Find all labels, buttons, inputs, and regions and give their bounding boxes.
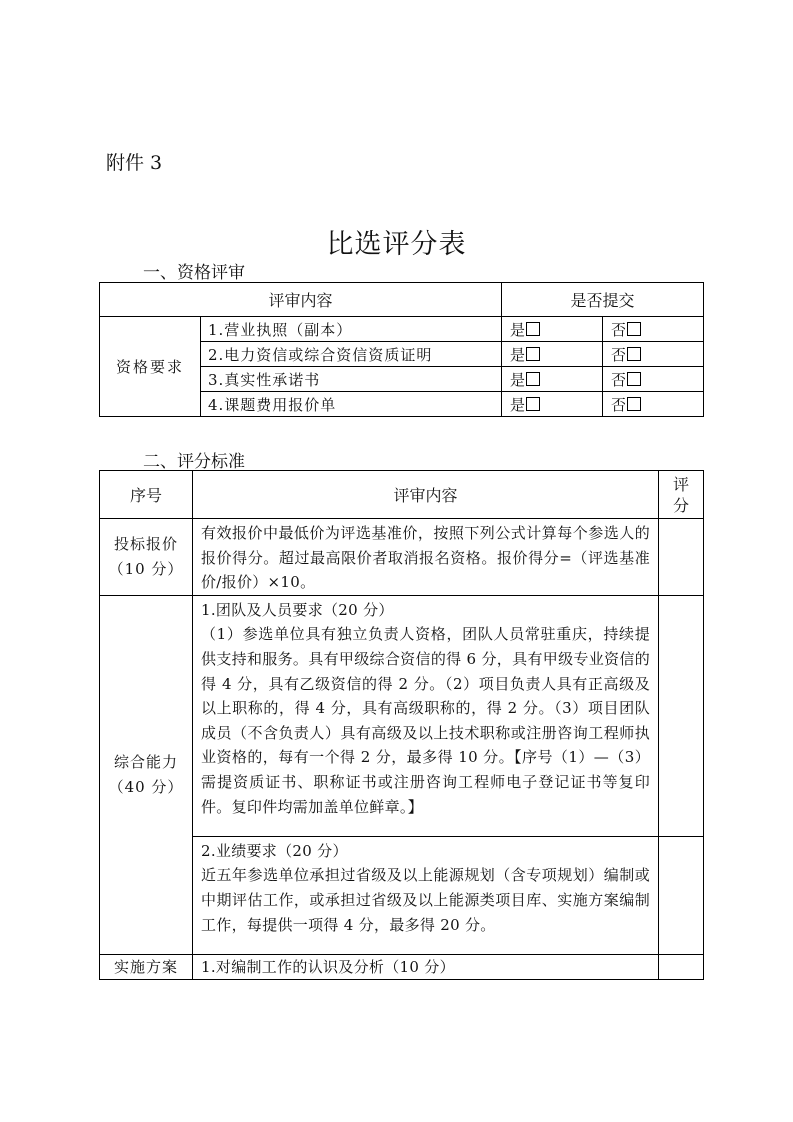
criteria-block: [193, 595, 659, 836]
score-cell[interactable]: [659, 954, 704, 980]
page-title: 比选评分表: [326, 229, 467, 260]
category-cell: [100, 519, 193, 596]
criteria-block: [193, 836, 659, 954]
table-row: [100, 317, 704, 342]
yes-option[interactable]: [502, 317, 603, 342]
table-row: [100, 954, 704, 980]
table-row: [100, 595, 704, 836]
no-label: 否: [611, 395, 627, 414]
header-review-content: 评审内容: [100, 283, 502, 317]
score-cell[interactable]: [659, 595, 704, 836]
criteria-subtitle: 2.业绩要求（20 分）: [201, 841, 348, 860]
section-qualification-heading: 一、资格评审: [143, 263, 245, 283]
checkbox-icon[interactable]: [526, 322, 540, 336]
no-option[interactable]: [603, 367, 704, 392]
checkbox-icon[interactable]: [627, 322, 641, 336]
checkbox-icon[interactable]: [627, 397, 641, 411]
score-cell[interactable]: [659, 519, 704, 596]
yes-label: 是: [510, 370, 526, 389]
header-review-content: 评审内容: [193, 471, 659, 519]
yes-option[interactable]: [502, 342, 603, 367]
qualification-table: [99, 282, 704, 417]
no-label: 否: [611, 320, 627, 339]
no-label: 否: [611, 370, 627, 389]
checkbox-icon[interactable]: [526, 397, 540, 411]
qualification-item: 2.电力资信或综合资信资质证明: [201, 342, 502, 367]
attachment-label: 附件 3: [106, 152, 163, 174]
criteria-subtitle: 1.对编制工作的认识及分析（10 分）: [193, 954, 659, 980]
yes-label: 是: [510, 320, 526, 339]
scoring-table: [99, 470, 704, 980]
category-cell: [100, 595, 193, 954]
no-option[interactable]: [603, 392, 704, 417]
qualification-item: 3.真实性承诺书: [201, 367, 502, 392]
qualification-item: 1.营业执照（副本）: [201, 317, 502, 342]
criteria-subtitle: 1.团队及人员要求（20 分）: [201, 600, 394, 619]
criteria-text: 近五年参选单位承担过省级及以上能源规划（含专项规划）编制或中期评估工作，或承担过省级及以上能源类项目库、实施方案编制工作，每提供一项得 4 分，最多得 20 分。: [201, 866, 650, 934]
criteria-text: （1）参选单位具有独立负责人资格，团队人员常驻重庆，持续提供支持和服务。具有甲级综合资信的得 6 分，具有甲级专业资信的得 4 分，具有乙级资信的得 2 分。（2）项目负责人具有正高级及以上职称的，得 4 分，具有高级职称的，得 2 分。（3）项目团队成员（不含负责人）具有高级及以上技术职称或注册咨询工程师执业资格的，每有一个得 2 分，最多得 10 分。【序号（1）—（3）需提资质证书、职称证书或注册咨询工程师电子登记证书等复印件。复印件均需加盖单位鲜章。】: [201, 625, 650, 816]
score-cell[interactable]: [659, 836, 704, 954]
header-serial-no: 序号: [100, 471, 193, 519]
no-option[interactable]: [603, 317, 704, 342]
checkbox-icon[interactable]: [526, 347, 540, 361]
table-row: [100, 519, 704, 596]
qualification-item: 4.课题费用报价单: [201, 392, 502, 417]
header-score-char2: 分: [672, 495, 689, 515]
header-submitted: 是否提交: [502, 283, 704, 317]
section-scoring-heading: 二、评分标准: [143, 452, 245, 472]
table-header-row: [100, 471, 704, 519]
checkbox-icon[interactable]: [627, 347, 641, 361]
yes-option[interactable]: [502, 367, 603, 392]
category-points: （40 分）: [108, 777, 184, 796]
qualification-group-label: 资格要求: [100, 317, 201, 417]
yes-label: 是: [510, 345, 526, 364]
no-label: 否: [611, 345, 627, 364]
criteria-text: 有效报价中最低价为评选基准价，按照下列公式计算每个参选人的报价得分。超过最高限价者取消报名资格。报价得分=（评选基准价/报价）×10。: [193, 519, 659, 596]
category-name: 综合能力: [113, 753, 178, 772]
table-header-row: [100, 283, 704, 317]
category-points: （10 分）: [108, 559, 184, 578]
category-name: 实施方案: [113, 957, 178, 976]
no-option[interactable]: [603, 342, 704, 367]
checkbox-icon[interactable]: [627, 372, 641, 386]
category-cell: [100, 954, 193, 980]
yes-option[interactable]: [502, 392, 603, 417]
checkbox-icon[interactable]: [526, 372, 540, 386]
category-name: 投标报价: [113, 535, 178, 554]
header-score-char1: 评: [672, 474, 689, 494]
header-score: [659, 471, 704, 519]
yes-label: 是: [510, 395, 526, 414]
